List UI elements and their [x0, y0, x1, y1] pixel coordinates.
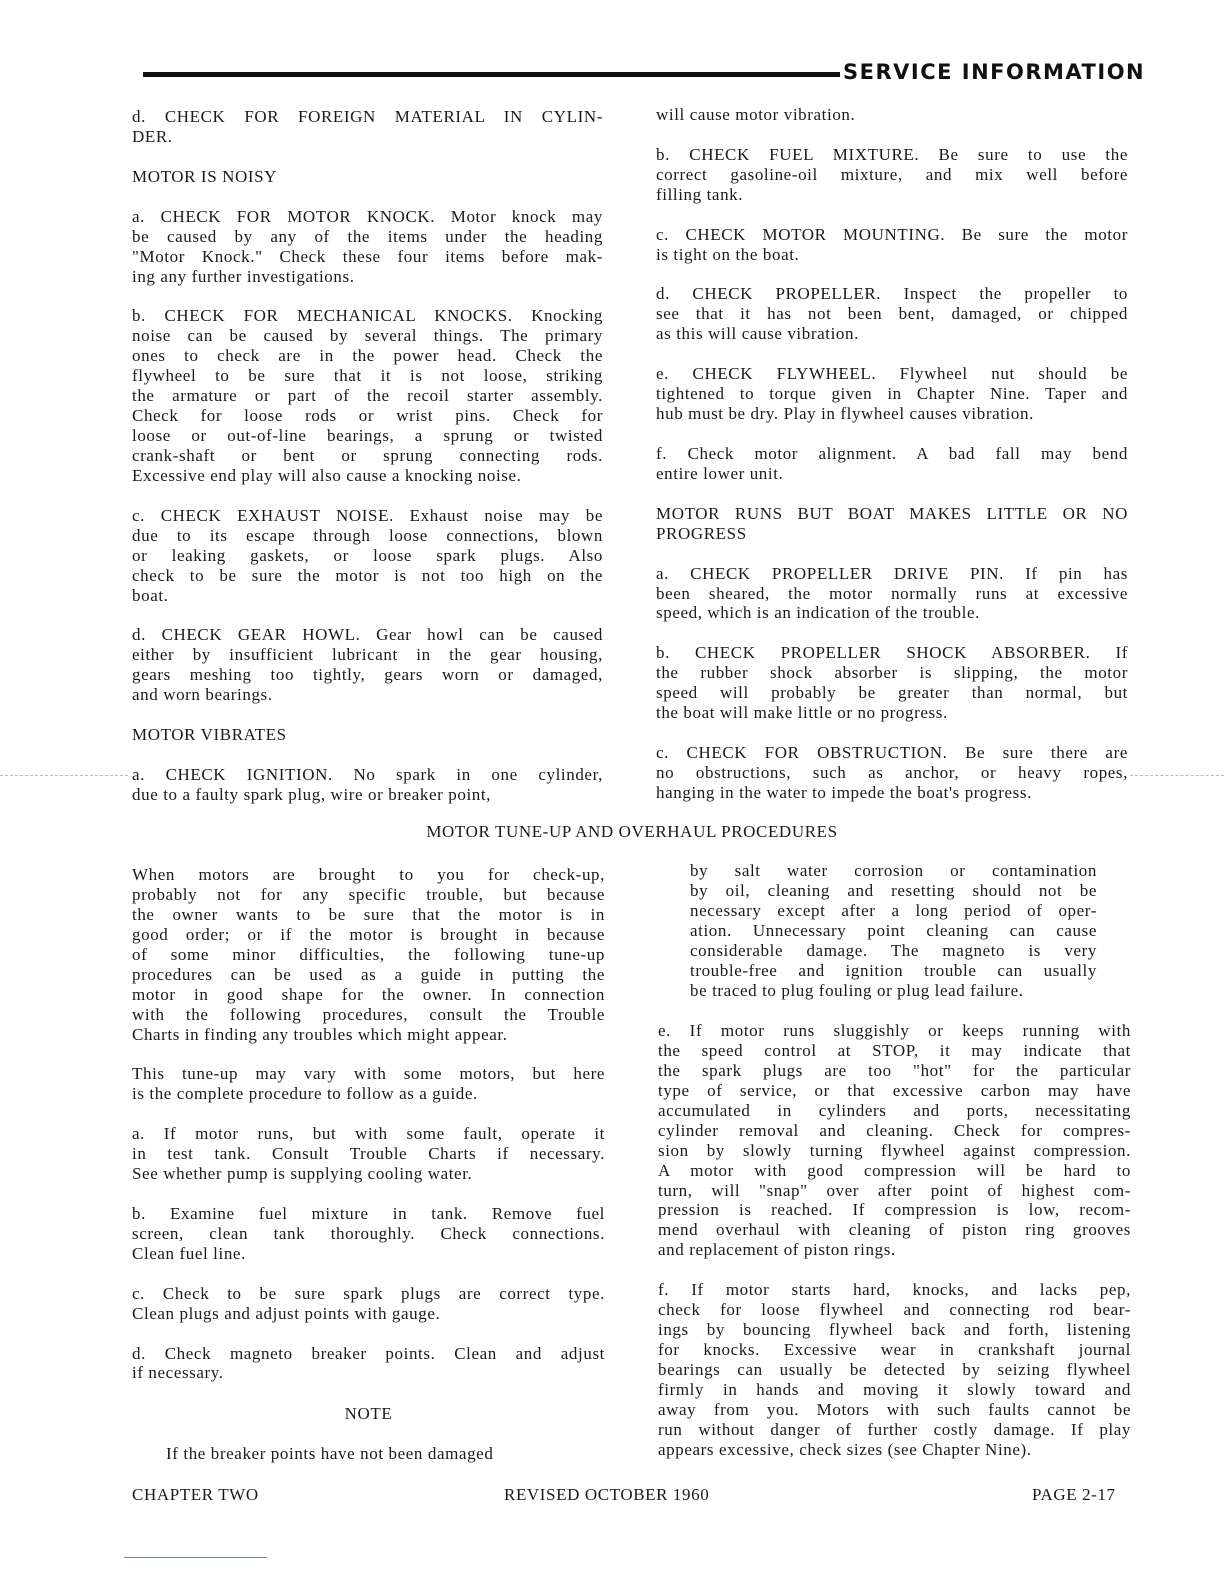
paragraph: [132, 1344, 605, 1384]
text-line: of some minor difficulties, the following tune-up: [132, 944, 605, 964]
text-line: c. CHECK EXHAUST NOISE. Exhaust noise may be: [132, 505, 603, 525]
paragraph-gap: [132, 286, 603, 306]
scan-line: [1130, 775, 1224, 776]
text-line: check for loose flywheel and connecting rod bear-: [658, 1300, 1131, 1320]
text-line: Check for loose rods or wrist pins. Check for: [132, 406, 603, 426]
paragraph-gap: [132, 187, 603, 207]
text-line: due to its escape through loose connections, blown: [132, 525, 603, 545]
text-line: b. CHECK PROPELLER SHOCK ABSORBER. If: [656, 643, 1128, 663]
text-line: either by insufficient lubricant in the gear housing,: [132, 645, 603, 665]
text-line: turn, will "snap" over after point of highest com-: [658, 1180, 1131, 1200]
text-line: and worn bearings.: [132, 685, 273, 705]
paragraph: [132, 1284, 605, 1324]
text-line: Clean fuel line.: [132, 1243, 246, 1263]
text-line: the rubber shock absorber is slipping, the motor: [656, 663, 1128, 683]
paragraph: [132, 765, 603, 805]
text-line: speed will probably be greater than normal, but: [656, 683, 1128, 703]
text-line: f. Check motor alignment. A bad fall may bend: [656, 443, 1128, 463]
text-line: See whether pump is supplying cooling water.: [132, 1164, 473, 1184]
text-line: is the complete procedure to follow as a guide.: [132, 1084, 478, 1104]
text-line: firmly in hands and moving it slowly toward and: [658, 1379, 1131, 1399]
text-line: b. CHECK FOR MECHANICAL KNOCKS. Knocking: [132, 306, 603, 326]
text-line: the spark plugs are too "hot" for the particular: [658, 1060, 1131, 1080]
text-line: boat.: [132, 585, 169, 605]
paragraph: [132, 1064, 605, 1104]
text-line: c. CHECK MOTOR MOUNTING. Be sure the motor: [656, 224, 1128, 244]
text-line: hub must be dry. Play in flywheel causes vibration.: [656, 404, 1034, 424]
paragraph-gap: [656, 125, 1128, 145]
text-line: no obstructions, such as anchor, or heavy ropes,: [656, 762, 1128, 782]
paragraph: [656, 284, 1128, 344]
text-line: good order; or if the motor is brought in because: [132, 924, 605, 944]
text-line: PROGRESS: [656, 523, 747, 543]
text-line: hanging in the water to impede the boat's progress.: [656, 782, 1032, 802]
paragraph: [656, 643, 1128, 723]
note-text: If the breaker points have not been damaged: [166, 1444, 494, 1463]
paragraph-gap: [132, 486, 603, 506]
paragraph: [658, 1280, 1131, 1459]
text-line: f. If motor starts hard, knocks, and lacks pep,: [658, 1280, 1131, 1300]
text-line: procedures can be used as a guide in putting the: [132, 964, 605, 984]
paragraph: [132, 306, 603, 485]
paragraph: [658, 1021, 1131, 1260]
paragraph: [132, 625, 603, 705]
paragraph-gap: [132, 147, 603, 167]
text-line: necessary except after a long period of oper-: [690, 900, 1097, 920]
paragraph: [656, 145, 1128, 205]
text-line: away from you. Motors with such faults cannot be: [658, 1399, 1131, 1419]
paragraph: [132, 1124, 605, 1184]
text-line: for knocks. Excessive wear in crankshaft journal: [658, 1340, 1131, 1359]
text-line: accumulated in cylinders and ports, necessitating: [658, 1100, 1131, 1120]
paragraph: [132, 725, 603, 745]
text-line: the armature or part of the recoil starter assembly.: [132, 386, 603, 406]
paragraph: [656, 105, 1128, 125]
text-line: flywheel to be sure that it is not loose, striking: [132, 366, 603, 386]
text-line: This tune-up may vary with some motors, but here: [132, 1064, 605, 1084]
text-line: MOTOR IS NOISY: [132, 166, 278, 186]
text-line: by oil, cleaning and resetting should not be: [690, 880, 1097, 900]
paragraph: [132, 107, 603, 147]
note-title: NOTE: [344, 1404, 393, 1423]
paragraph-gap: [658, 1260, 1131, 1280]
paragraph: [132, 207, 603, 287]
text-line: be caused by any of the items under the heading: [132, 226, 603, 246]
paragraph-gap: [656, 723, 1128, 743]
text-line: ation. Unnecessary point cleaning can cause: [690, 920, 1097, 940]
text-line: ings by bouncing flywheel back and forth, listening: [658, 1320, 1131, 1340]
text-line: ones to check are in the power head. Check the: [132, 346, 603, 366]
note-continued: [690, 861, 1097, 1001]
text-line: tightened to torque given in Chapter Nine. Taper and: [656, 384, 1128, 404]
text-line: as this will cause vibration.: [656, 324, 859, 344]
paragraph: [132, 1204, 605, 1264]
text-line: A motor with good compression will be hard to: [658, 1160, 1131, 1180]
text-line: bearings can usually be detected by seizing flywheel: [658, 1359, 1131, 1379]
paragraph-gap: [656, 344, 1128, 364]
text-line: will cause motor vibration.: [656, 105, 856, 124]
text-line: if necessary.: [132, 1363, 224, 1383]
lower-right-column: [658, 1021, 1131, 1460]
text-line: b. CHECK FUEL MIXTURE. Be sure to use the: [656, 144, 1128, 164]
text-line: d. CHECK GEAR HOWL. Gear howl can be caused: [132, 625, 603, 645]
text-line: pression is reached. If compression is low, recom-: [658, 1200, 1131, 1220]
text-line: check to be sure the motor is not too high on the: [132, 565, 603, 585]
text-line: cylinder removal and cleaning. Check for compres-: [658, 1120, 1131, 1140]
paragraph-gap: [132, 1324, 605, 1344]
footer-chapter: CHAPTER TWO: [132, 1485, 259, 1504]
text-line: loose or out-of-line bearings, a sprung or twisted: [132, 426, 603, 445]
text-line: screen, clean tank thoroughly. Check connections.: [132, 1223, 605, 1243]
paragraph: [656, 504, 1128, 544]
text-line: Clean plugs and adjust points with gauge.: [132, 1303, 441, 1323]
paragraph-gap: [656, 623, 1128, 643]
paragraph-gap: [656, 484, 1128, 504]
text-line: a. CHECK PROPELLER DRIVE PIN. If pin has: [656, 563, 1128, 583]
paragraph-gap: [132, 1104, 605, 1124]
paragraph-gap: [132, 745, 603, 765]
header-rule: [143, 72, 840, 77]
text-line: is tight on the boat.: [656, 244, 800, 264]
text-line: due to a faulty spark plug, wire or breaker point,: [132, 784, 492, 804]
lower-left-column: [132, 865, 605, 1383]
paragraph-gap: [656, 424, 1128, 444]
text-line: speed, which is an indication of the trouble.: [656, 603, 980, 623]
paragraph: [132, 167, 603, 187]
text-line: "Motor Knock." Check these four items before mak-: [132, 246, 603, 266]
text-line: b. Examine fuel mixture in tank. Remove fuel: [132, 1203, 605, 1223]
paragraph: [656, 364, 1128, 424]
text-line: been sheared, the motor normally runs at excessive: [656, 583, 1128, 603]
text-line: c. CHECK FOR OBSTRUCTION. Be sure there are: [656, 743, 1128, 762]
text-line: d. CHECK FOR FOREIGN MATERIAL IN CYLIN-: [132, 107, 603, 126]
text-line: c. Check to be sure spark plugs are correct type.: [132, 1283, 605, 1303]
paragraph-gap: [132, 1184, 605, 1204]
text-line: the speed control at STOP, it may indicate that: [658, 1040, 1131, 1060]
text-line: filling tank.: [656, 184, 744, 204]
text-line: in test tank. Consult Trouble Charts if necessary.: [132, 1144, 605, 1164]
text-line: with the following procedures, consult the Trouble: [132, 1004, 605, 1024]
text-line: Charts in finding any troubles which might appear.: [132, 1024, 508, 1044]
text-line: crank-shaft or bent or sprung connecting rods.: [132, 445, 603, 465]
text-line: d. CHECK PROPELLER. Inspect the propeller to: [656, 284, 1128, 304]
paragraph: [656, 564, 1128, 624]
upper-right-column: [656, 105, 1128, 803]
text-line: d. Check magneto breaker points. Clean and adjust: [132, 1343, 605, 1363]
text-line: Excessive end play will also cause a knocking noise.: [132, 465, 522, 485]
scan-line: [0, 775, 128, 776]
paragraph: [132, 506, 603, 606]
paragraph-gap: [132, 705, 603, 725]
text-line: motor in good shape for the owner. In connection: [132, 984, 605, 1004]
paragraph-gap: [132, 1044, 605, 1064]
paragraph-gap: [132, 605, 603, 625]
text-line: be traced to plug fouling or plug lead failure.: [690, 980, 1024, 1000]
section-title: MOTOR TUNE-UP AND OVERHAUL PROCEDURES: [426, 822, 838, 841]
text-line: by salt water corrosion or contamination: [690, 861, 1097, 880]
upper-left-column: [132, 107, 603, 805]
text-line: and replacement of piston rings.: [658, 1240, 896, 1260]
text-line: a. CHECK FOR MOTOR KNOCK. Motor knock may: [132, 206, 603, 226]
text-line: MOTOR RUNS BUT BOAT MAKES LITTLE OR NO: [656, 503, 1128, 523]
footer-page: PAGE 2-17: [1032, 1485, 1116, 1504]
text-line: the boat will make little or no progress.: [656, 703, 948, 723]
paragraph-gap: [656, 265, 1128, 285]
text-line: mend overhaul with cleaning of piston ring grooves: [658, 1220, 1131, 1240]
paragraph: [656, 225, 1128, 265]
text-line: When motors are brought to you for check-up,: [132, 865, 605, 884]
paragraph: [656, 444, 1128, 484]
paragraph: [656, 743, 1128, 803]
paragraph-gap: [656, 544, 1128, 564]
text-line: or leaking gaskets, or loose spark plugs. Also: [132, 545, 603, 565]
text-line: appears excessive, check sizes (see Chapter Nine).: [658, 1439, 1032, 1459]
text-line: type of service, or that excessive carbon may have: [658, 1080, 1131, 1100]
text-line: noise can be caused by several things. The primary: [132, 326, 603, 346]
text-line: considerable damage. The magneto is very: [690, 940, 1097, 960]
scan-mark: [124, 1557, 267, 1558]
text-line: gears meshing too tightly, gears worn or damaged,: [132, 665, 603, 685]
text-line: a. If motor runs, but with some fault, operate it: [132, 1124, 605, 1144]
text-line: the owner wants to be sure that the motor is in: [132, 904, 605, 924]
text-line: ing any further investigations.: [132, 266, 355, 286]
text-line: a. CHECK IGNITION. No spark in one cylinder,: [132, 764, 603, 784]
text-line: probably not for any specific trouble, but because: [132, 884, 605, 904]
text-line: MOTOR VIBRATES: [132, 725, 287, 745]
text-line: e. If motor runs sluggishly or keeps running with: [658, 1021, 1131, 1040]
text-line: e. CHECK FLYWHEEL. Flywheel nut should be: [656, 364, 1128, 384]
section-header: SERVICE INFORMATION: [843, 60, 1146, 84]
footer-revised: REVISED OCTOBER 1960: [504, 1485, 710, 1504]
text-line: DER.: [132, 126, 173, 146]
text-line: see that it has not been bent, damaged, or chipped: [656, 304, 1128, 324]
text-line: run without danger of further costly damage. If play: [658, 1419, 1131, 1439]
text-line: trouble-free and ignition trouble can usually: [690, 960, 1097, 980]
text-line: correct gasoline-oil mixture, and mix well before: [656, 164, 1128, 184]
paragraph-gap: [132, 1264, 605, 1284]
text-line: entire lower unit.: [656, 463, 784, 483]
paragraph-gap: [656, 205, 1128, 225]
text-line: sion by slowly turning flywheel against compression.: [658, 1140, 1131, 1160]
paragraph: [132, 865, 605, 1044]
